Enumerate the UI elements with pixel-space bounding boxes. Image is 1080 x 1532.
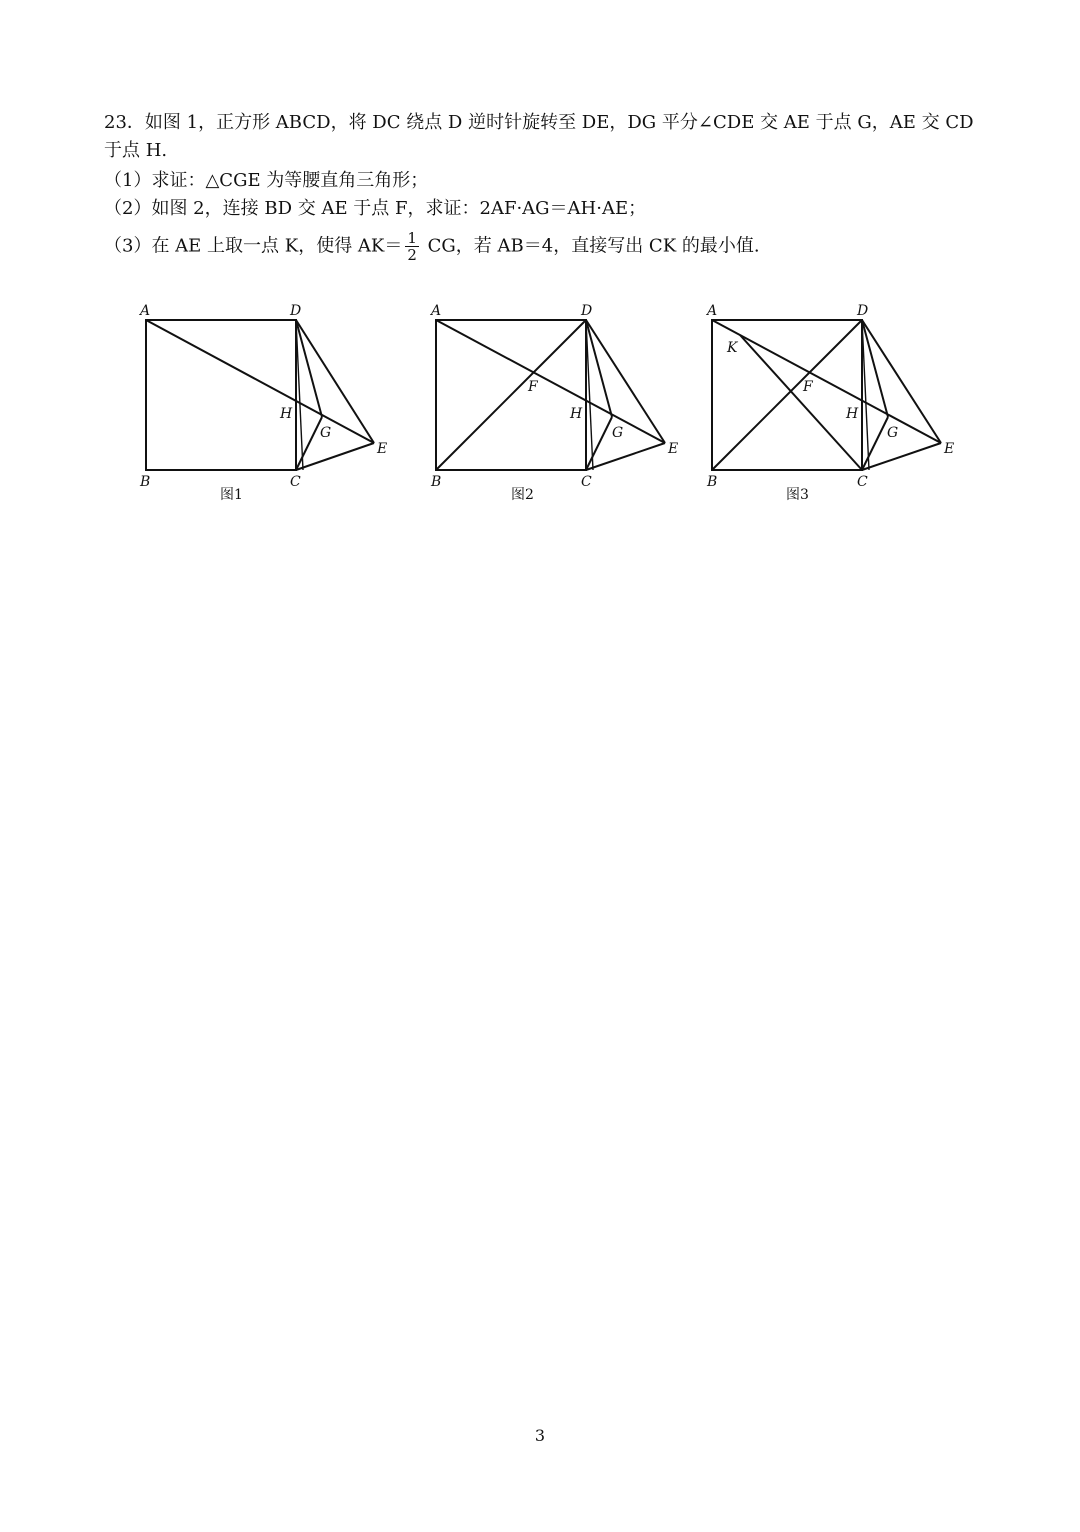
- segment-ae-2: [436, 320, 665, 443]
- label-e-1: E: [377, 441, 388, 457]
- label-d-2: D: [581, 303, 593, 319]
- label-d-3: D: [857, 303, 869, 319]
- label-h-1: H: [280, 406, 293, 422]
- figure-3: [712, 320, 941, 470]
- fraction-one-half: [405, 230, 419, 263]
- fraction-denominator: 2: [407, 246, 417, 264]
- segment-ae-1: [146, 320, 374, 443]
- segment-de-3: [862, 320, 941, 443]
- caption-figure-1: 图1: [220, 487, 243, 503]
- label-f-3: F: [803, 379, 813, 395]
- label-c-2: C: [581, 474, 592, 490]
- problem-line-1: 23．如图 1，正方形 ABCD，将 DC 绕点 D 逆时针旋转至 DE，DG 平分∠CDE 交 AE 于点 G，AE 交 CD: [104, 112, 974, 133]
- part-2: （2）如图 2，连接 BD 交 AE 于点 F，求证：2AF·AG＝AH·AE；: [104, 198, 647, 219]
- segment-de-1: [296, 320, 374, 443]
- label-g-1: G: [320, 425, 332, 441]
- part-1: （1）求证：△CGE 为等腰直角三角形；: [104, 170, 429, 191]
- problem-line-2: 于点 H.: [104, 140, 168, 161]
- label-c-3: C: [857, 474, 868, 490]
- label-h-2: H: [570, 406, 583, 422]
- label-g-3: G: [887, 425, 899, 441]
- label-c-1: C: [290, 474, 301, 490]
- label-h-3: H: [846, 406, 859, 422]
- label-b-3: B: [707, 474, 718, 490]
- label-g-2: G: [612, 425, 624, 441]
- label-b-1: B: [140, 474, 151, 490]
- caption-figure-2: 图2: [511, 487, 534, 503]
- label-f-2: F: [528, 379, 538, 395]
- caption-figure-3: 图3: [786, 487, 809, 503]
- label-a-2: A: [431, 303, 442, 319]
- figure-2: [436, 320, 665, 470]
- label-a-3: A: [707, 303, 718, 319]
- square-abcd-1: [146, 320, 296, 470]
- part-3-prefix: （3）在 AE 上取一点 K，使得 AK＝: [104, 235, 403, 257]
- segment-ae-3: [712, 320, 941, 443]
- part-3: [104, 230, 760, 263]
- label-b-2: B: [431, 474, 442, 490]
- segment-de-2: [586, 320, 665, 443]
- label-d-1: D: [290, 303, 302, 319]
- label-a-1: A: [140, 303, 151, 319]
- page-number: 3: [534, 1426, 546, 1445]
- fraction-numerator: 1: [407, 229, 417, 247]
- label-e-2: E: [668, 441, 679, 457]
- part-3-suffix: CG，若 AB＝4，直接写出 CK 的最小值.: [421, 235, 760, 257]
- label-k-3: K: [727, 340, 738, 356]
- segment-kc-3: [740, 335, 862, 470]
- segment-bd-2: [436, 320, 586, 470]
- geometry-figures: [0, 290, 1080, 510]
- label-e-3: E: [944, 441, 955, 457]
- figure-1: [146, 320, 374, 470]
